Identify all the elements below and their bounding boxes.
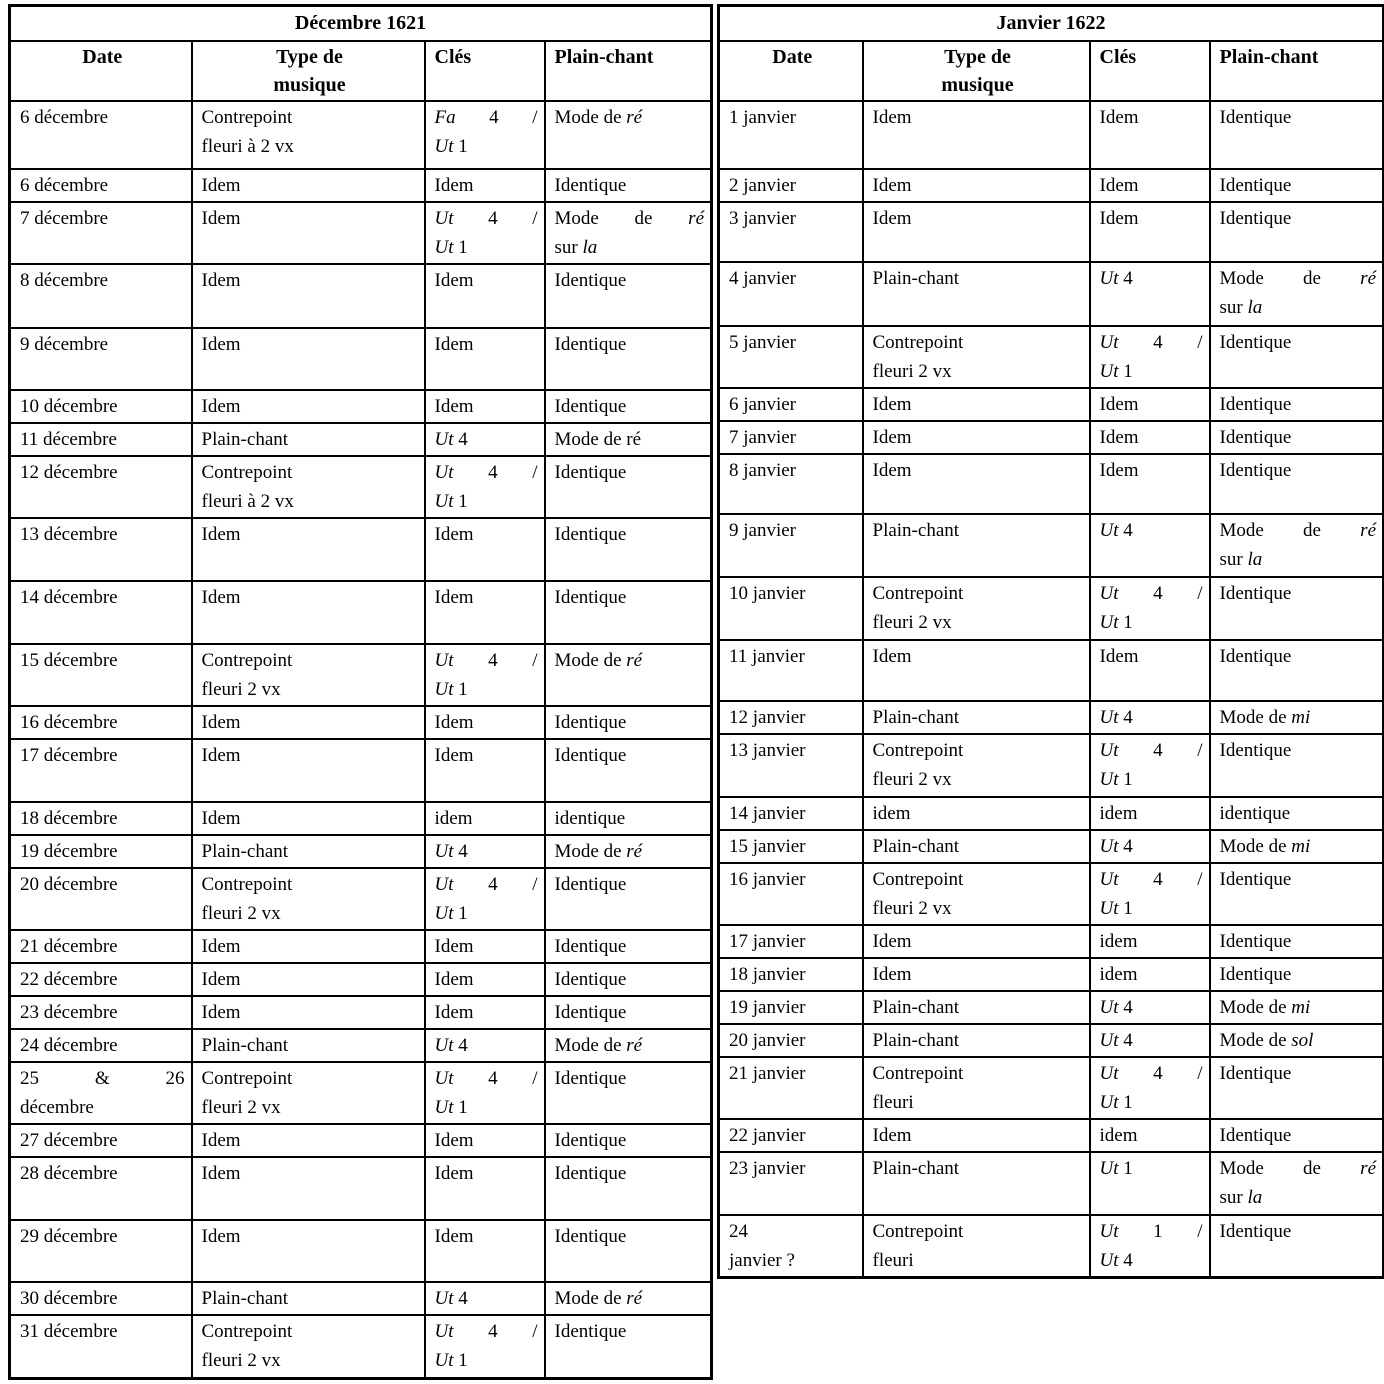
- cell-plain: Identique: [545, 739, 712, 802]
- table-row: [10, 169, 712, 202]
- cell-date: 20 décembre: [10, 868, 192, 930]
- cell-plain: Mode de mi: [1210, 701, 1384, 734]
- cell-cles: Ut 4 / Ut 1: [1090, 326, 1210, 388]
- cell-date: 21 décembre: [10, 930, 192, 963]
- cell-plain: Identique: [545, 1157, 712, 1220]
- cell-plain: Mode de ré: [545, 644, 712, 706]
- cell-cles: Ut 4 / Ut 1: [1090, 577, 1210, 640]
- cell-type: Plain-chant: [863, 262, 1090, 326]
- cell-plain: Identique: [545, 1062, 712, 1124]
- cell-plain: Identique: [1210, 1057, 1384, 1119]
- cell-type: idem: [863, 797, 1090, 830]
- table-row: [719, 925, 1384, 958]
- cell-type: Idem: [192, 328, 425, 390]
- cell-plain: Identique: [1210, 421, 1384, 454]
- cell-date: 17 janvier: [719, 925, 863, 958]
- table-decembre-1621: [8, 4, 713, 1380]
- cell-plain: Mode de mi: [1210, 830, 1384, 863]
- cell-plain: Identique: [1210, 101, 1384, 169]
- table-row: [719, 1024, 1384, 1057]
- cell-date: 5 janvier: [719, 326, 863, 388]
- cell-plain: Identique: [1210, 454, 1384, 514]
- cell-date: 11 décembre: [10, 423, 192, 456]
- cell-cles: Ut 4 / Ut 1: [1090, 863, 1210, 925]
- cell-type: Idem: [192, 202, 425, 264]
- cell-cles: Ut 4: [1090, 701, 1210, 734]
- cell-plain: Identique: [1210, 958, 1384, 991]
- cell-date: 12 décembre: [10, 456, 192, 518]
- cell-type: Idem: [863, 421, 1090, 454]
- cell-plain: Identique: [1210, 863, 1384, 925]
- cell-date: 23 janvier: [719, 1152, 863, 1215]
- cell-cles: Ut 4: [1090, 514, 1210, 577]
- table-row: [10, 868, 712, 930]
- cell-type: Idem: [863, 640, 1090, 701]
- cell-type: Plain-chant: [863, 830, 1090, 863]
- cell-plain: Identique: [545, 706, 712, 739]
- cell-type: Idem: [192, 930, 425, 963]
- cell-type: Contrepoint fleuri 2 vx: [192, 1062, 425, 1124]
- column-header: Plain-chant: [545, 41, 712, 101]
- cell-type: Plain-chant: [192, 1029, 425, 1062]
- cell-date: 13 décembre: [10, 518, 192, 581]
- cell-date: 4 janvier: [719, 262, 863, 326]
- cell-type: Contrepoint fleuri: [863, 1057, 1090, 1119]
- cell-type: Plain-chant: [192, 423, 425, 456]
- cell-plain: Identique: [545, 581, 712, 644]
- cell-type: Idem: [192, 1157, 425, 1220]
- column-header: Date: [10, 41, 192, 101]
- cell-date: 12 janvier: [719, 701, 863, 734]
- table-row: [719, 101, 1384, 169]
- cell-date: 10 janvier: [719, 577, 863, 640]
- table-row: [719, 958, 1384, 991]
- table-row: [10, 996, 712, 1029]
- cell-type: Idem: [192, 1124, 425, 1157]
- cell-date: 22 décembre: [10, 963, 192, 996]
- cell-date: 18 janvier: [719, 958, 863, 991]
- cell-plain: Identique: [545, 328, 712, 390]
- cell-date: 24 décembre: [10, 1029, 192, 1062]
- table-row: [10, 328, 712, 390]
- cell-date: 10 décembre: [10, 390, 192, 423]
- cell-type: Contrepoint fleuri à 2 vx: [192, 101, 425, 169]
- column-header: Type de musique: [863, 41, 1090, 101]
- cell-cles: Idem: [425, 1124, 545, 1157]
- cell-type: Contrepoint fleuri 2 vx: [863, 326, 1090, 388]
- table-row: [719, 1057, 1384, 1119]
- cell-type: Plain-chant: [863, 701, 1090, 734]
- cell-date: 21 janvier: [719, 1057, 863, 1119]
- table-janvier-1622: [717, 4, 1384, 1279]
- cell-type: Contrepoint fleuri: [863, 1215, 1090, 1278]
- cell-date: 20 janvier: [719, 1024, 863, 1057]
- cell-plain: Identique: [1210, 1119, 1384, 1152]
- cell-plain: Identique: [1210, 326, 1384, 388]
- cell-cles: Idem: [425, 390, 545, 423]
- cell-cles: Ut 4: [425, 1282, 545, 1315]
- cell-plain: Mode de ré: [545, 101, 712, 169]
- cell-date: 6 décembre: [10, 101, 192, 169]
- cell-cles: Idem: [425, 706, 545, 739]
- cell-cles: Idem: [1090, 169, 1210, 202]
- cell-cles: Idem: [425, 264, 545, 328]
- cell-plain: identique: [1210, 797, 1384, 830]
- cell-plain: Identique: [545, 390, 712, 423]
- table-row: [10, 644, 712, 706]
- cell-cles: Idem: [1090, 202, 1210, 262]
- cell-type: Idem: [192, 264, 425, 328]
- cell-type: Idem: [192, 581, 425, 644]
- table-row: [719, 202, 1384, 262]
- cell-plain: Mode de ré sur la: [1210, 1152, 1384, 1215]
- table-row: [10, 963, 712, 996]
- cell-cles: Ut 4 / Ut 1: [425, 868, 545, 930]
- cell-date: 17 décembre: [10, 739, 192, 802]
- cell-plain: Identique: [1210, 1215, 1384, 1278]
- table-row: [10, 1029, 712, 1062]
- cell-date: 3 janvier: [719, 202, 863, 262]
- table-row: [719, 262, 1384, 326]
- cell-cles: Idem: [425, 739, 545, 802]
- cell-plain: Identique: [1210, 169, 1384, 202]
- table-title-row: [10, 6, 712, 42]
- table-body: [719, 101, 1384, 1278]
- cell-plain: Identique: [545, 1315, 712, 1378]
- table-row: [719, 454, 1384, 514]
- cell-cles: Ut 4 / Ut 1: [425, 1315, 545, 1378]
- cell-cles: Ut 4: [425, 835, 545, 868]
- cell-date: 30 décembre: [10, 1282, 192, 1315]
- cell-date: 8 janvier: [719, 454, 863, 514]
- cell-plain: Identique: [545, 456, 712, 518]
- cell-cles: Ut 4: [1090, 262, 1210, 326]
- cell-type: Idem: [192, 996, 425, 1029]
- cell-type: Idem: [192, 1220, 425, 1282]
- table-row: [719, 577, 1384, 640]
- cell-date: 13 janvier: [719, 734, 863, 797]
- table-row: [10, 101, 712, 169]
- cell-cles: Ut 4 / Ut 1: [425, 202, 545, 264]
- cell-date: 25 & 26 décembre: [10, 1062, 192, 1124]
- cell-date: 22 janvier: [719, 1119, 863, 1152]
- cell-type: Idem: [863, 388, 1090, 421]
- cell-plain: Mode de ré: [545, 1029, 712, 1062]
- cell-plain: Identique: [545, 868, 712, 930]
- cell-date: 9 décembre: [10, 328, 192, 390]
- table-row: [719, 863, 1384, 925]
- cell-type: Plain-chant: [863, 514, 1090, 577]
- table-row: [719, 991, 1384, 1024]
- cell-cles: Ut 1 / Ut 4: [1090, 1215, 1210, 1278]
- cell-type: Contrepoint fleuri 2 vx: [192, 644, 425, 706]
- cell-plain: Identique: [1210, 640, 1384, 701]
- cell-cles: Ut 4 / Ut 1: [1090, 1057, 1210, 1119]
- cell-plain: Mode de ré: [545, 1282, 712, 1315]
- cell-plain: Mode de sol: [1210, 1024, 1384, 1057]
- cell-date: 27 décembre: [10, 1124, 192, 1157]
- cell-type: Contrepoint fleuri 2 vx: [192, 868, 425, 930]
- table-row: [10, 706, 712, 739]
- cell-cles: Idem: [425, 328, 545, 390]
- table-row: [719, 797, 1384, 830]
- cell-cles: idem: [1090, 1119, 1210, 1152]
- cell-cles: Ut 4 / Ut 1: [425, 1062, 545, 1124]
- table-row: [10, 739, 712, 802]
- cell-plain: Identique: [1210, 202, 1384, 262]
- cell-cles: Ut 4: [425, 1029, 545, 1062]
- cell-cles: Ut 4: [1090, 830, 1210, 863]
- cell-type: Plain-chant: [192, 1282, 425, 1315]
- cell-date: 2 janvier: [719, 169, 863, 202]
- cell-date: 24 janvier ?: [719, 1215, 863, 1278]
- table-row: [10, 1282, 712, 1315]
- table-row: [719, 830, 1384, 863]
- table-header-row: [719, 41, 1384, 101]
- cell-plain: Identique: [1210, 388, 1384, 421]
- table-row: [10, 202, 712, 264]
- table-row: [10, 1157, 712, 1220]
- cell-plain: Identique: [545, 518, 712, 581]
- cell-cles: Idem: [1090, 421, 1210, 454]
- cell-type: Idem: [192, 802, 425, 835]
- cell-date: 7 janvier: [719, 421, 863, 454]
- table-header-row: [10, 41, 712, 101]
- table-row: [719, 734, 1384, 797]
- cell-cles: Ut 4 / Ut 1: [425, 456, 545, 518]
- cell-date: 9 janvier: [719, 514, 863, 577]
- table-row: [10, 1315, 712, 1378]
- table-row: [719, 640, 1384, 701]
- cell-date: 29 décembre: [10, 1220, 192, 1282]
- cell-date: 28 décembre: [10, 1157, 192, 1220]
- cell-cles: Ut 4: [1090, 991, 1210, 1024]
- cell-plain: Mode de mi: [1210, 991, 1384, 1024]
- table-row: [719, 169, 1384, 202]
- cell-plain: Mode de ré sur la: [1210, 262, 1384, 326]
- cell-cles: Idem: [1090, 640, 1210, 701]
- table-row: [10, 930, 712, 963]
- cell-type: Idem: [192, 390, 425, 423]
- cell-cles: Idem: [1090, 388, 1210, 421]
- cell-type: Contrepoint fleuri 2 vx: [863, 577, 1090, 640]
- cell-plain: Identique: [1210, 925, 1384, 958]
- cell-type: Plain-chant: [192, 835, 425, 868]
- cell-cles: Idem: [425, 930, 545, 963]
- cell-plain: Identique: [545, 1124, 712, 1157]
- cell-type: Plain-chant: [863, 1024, 1090, 1057]
- cell-cles: idem: [425, 802, 545, 835]
- cell-plain: Identique: [1210, 734, 1384, 797]
- column-header: Clés: [425, 41, 545, 101]
- cell-type: Idem: [192, 739, 425, 802]
- cell-date: 14 janvier: [719, 797, 863, 830]
- cell-cles: Idem: [425, 996, 545, 1029]
- cell-type: Idem: [192, 518, 425, 581]
- table-row: [10, 456, 712, 518]
- cell-plain: Mode de ré: [545, 835, 712, 868]
- cell-cles: Idem: [425, 1220, 545, 1282]
- cell-cles: Ut 4 / Ut 1: [425, 644, 545, 706]
- table-row: [719, 1119, 1384, 1152]
- cell-date: 31 décembre: [10, 1315, 192, 1378]
- cell-date: 8 décembre: [10, 264, 192, 328]
- cell-date: 18 décembre: [10, 802, 192, 835]
- table-row: [719, 1152, 1384, 1215]
- cell-plain: Identique: [1210, 577, 1384, 640]
- column-header: Date: [719, 41, 863, 101]
- table-title: Décembre 1621: [10, 6, 712, 42]
- cell-cles: Idem: [425, 518, 545, 581]
- cell-type: Plain-chant: [863, 1152, 1090, 1215]
- cell-type: Contrepoint fleuri 2 vx: [192, 1315, 425, 1378]
- column-header: Type de musique: [192, 41, 425, 101]
- cell-plain: Identique: [545, 963, 712, 996]
- cell-date: 7 décembre: [10, 202, 192, 264]
- cell-plain: Identique: [545, 930, 712, 963]
- cell-date: 11 janvier: [719, 640, 863, 701]
- cell-type: Contrepoint fleuri 2 vx: [863, 734, 1090, 797]
- cell-type: Idem: [863, 1119, 1090, 1152]
- table-row: [719, 1215, 1384, 1278]
- cell-cles: Idem: [425, 1157, 545, 1220]
- cell-date: 1 janvier: [719, 101, 863, 169]
- cell-date: 19 décembre: [10, 835, 192, 868]
- table-row: [10, 264, 712, 328]
- cell-cles: Idem: [425, 963, 545, 996]
- cell-cles: idem: [1090, 797, 1210, 830]
- cell-date: 6 décembre: [10, 169, 192, 202]
- table-row: [10, 518, 712, 581]
- table-row: [10, 802, 712, 835]
- cell-date: 6 janvier: [719, 388, 863, 421]
- cell-type: Idem: [863, 202, 1090, 262]
- table-row: [10, 1062, 712, 1124]
- cell-cles: Idem: [1090, 454, 1210, 514]
- cell-cles: Idem: [425, 169, 545, 202]
- cell-type: Plain-chant: [863, 991, 1090, 1024]
- column-header: Clés: [1090, 41, 1210, 101]
- cell-plain: Mode de ré sur la: [545, 202, 712, 264]
- table-row: [10, 581, 712, 644]
- cell-cles: Ut 1: [1090, 1152, 1210, 1215]
- table-row: [10, 1124, 712, 1157]
- cell-type: Idem: [863, 169, 1090, 202]
- table-row: [719, 326, 1384, 388]
- cell-cles: Ut 4 / Ut 1: [1090, 734, 1210, 797]
- cell-plain: Identique: [545, 1220, 712, 1282]
- cell-cles: Idem: [425, 581, 545, 644]
- table-body: [10, 101, 712, 1378]
- cell-cles: idem: [1090, 958, 1210, 991]
- cell-type: Idem: [863, 454, 1090, 514]
- column-header: Plain-chant: [1210, 41, 1384, 101]
- cell-type: Idem: [863, 958, 1090, 991]
- table-title-row: [719, 6, 1384, 42]
- cell-type: Contrepoint fleuri à 2 vx: [192, 456, 425, 518]
- cell-date: 14 décembre: [10, 581, 192, 644]
- table-row: [10, 835, 712, 868]
- cell-plain: Identique: [545, 996, 712, 1029]
- table-row: [719, 514, 1384, 577]
- cell-date: 16 décembre: [10, 706, 192, 739]
- table-row: [10, 1220, 712, 1282]
- cell-date: 15 janvier: [719, 830, 863, 863]
- table-row: [719, 421, 1384, 454]
- cell-cles: Ut 4: [425, 423, 545, 456]
- table-row: [719, 701, 1384, 734]
- table-title: Janvier 1622: [719, 6, 1384, 42]
- cell-type: Contrepoint fleuri 2 vx: [863, 863, 1090, 925]
- cell-type: Idem: [192, 963, 425, 996]
- cell-plain: Identique: [545, 264, 712, 328]
- cell-cles: Idem: [1090, 101, 1210, 169]
- cell-type: Idem: [192, 706, 425, 739]
- cell-plain: Mode de ré: [545, 423, 712, 456]
- cell-cles: Fa 4 / Ut 1: [425, 101, 545, 169]
- cell-plain: identique: [545, 802, 712, 835]
- table-row: [10, 390, 712, 423]
- cell-date: 16 janvier: [719, 863, 863, 925]
- cell-date: 15 décembre: [10, 644, 192, 706]
- cell-type: Idem: [863, 101, 1090, 169]
- table-row: [10, 423, 712, 456]
- cell-date: 23 décembre: [10, 996, 192, 1029]
- cell-plain: Identique: [545, 169, 712, 202]
- cell-cles: Ut 4: [1090, 1024, 1210, 1057]
- cell-cles: idem: [1090, 925, 1210, 958]
- cell-plain: Mode de ré sur la: [1210, 514, 1384, 577]
- cell-type: Idem: [863, 925, 1090, 958]
- table-row: [719, 388, 1384, 421]
- cell-date: 19 janvier: [719, 991, 863, 1024]
- cell-type: Idem: [192, 169, 425, 202]
